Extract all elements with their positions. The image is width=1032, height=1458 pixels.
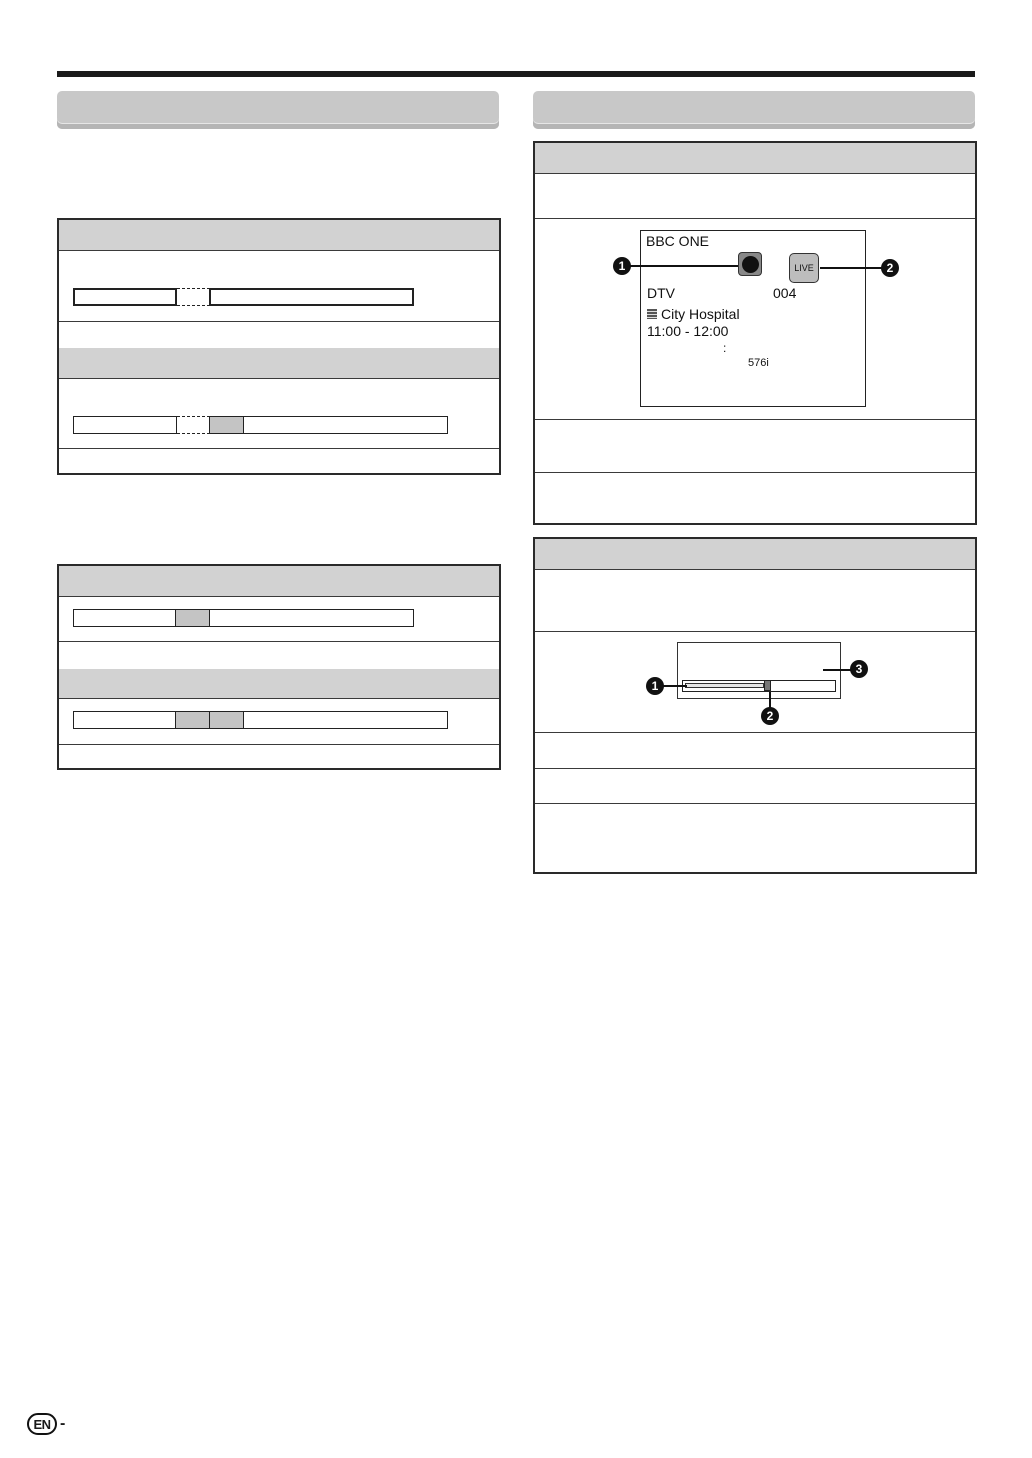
live-indicator-badge xyxy=(789,253,819,283)
callout-3-badge: 3 xyxy=(850,660,868,678)
colon-mark: : xyxy=(723,341,727,355)
table-row xyxy=(535,569,975,632)
callout-1-badge: 1 xyxy=(646,677,664,695)
left-section-heading-bar xyxy=(57,91,499,129)
timeline-gap-dashed xyxy=(177,288,210,306)
source-label: DTV xyxy=(647,285,675,301)
playback-progress-fill xyxy=(685,683,764,688)
timeline-segment xyxy=(73,288,177,306)
timeline-segment xyxy=(73,609,177,627)
callout-2-leader xyxy=(769,692,771,708)
callout-2-badge: 2 xyxy=(881,259,899,277)
left-table-2 xyxy=(57,564,501,770)
table-row-diagram xyxy=(59,378,499,449)
right-table-2 xyxy=(533,537,977,874)
table-row-header xyxy=(59,220,499,251)
program-time: 11:00 - 12:00 xyxy=(647,323,729,339)
live-label: LIVE xyxy=(794,263,814,273)
record-indicator-icon xyxy=(738,252,762,276)
program-title: City Hospital xyxy=(661,306,740,322)
page-number-dash: - xyxy=(60,1415,66,1432)
table-row xyxy=(535,419,975,473)
program-guide-icon xyxy=(647,309,657,319)
timeline-segment-highlighted xyxy=(175,711,210,729)
table-row xyxy=(535,768,975,804)
language-badge xyxy=(27,1413,57,1435)
timeline-segment-highlighted xyxy=(209,416,244,434)
channel-name: BBC ONE xyxy=(646,233,710,249)
table-row xyxy=(535,173,975,219)
right-table-1 xyxy=(533,141,977,525)
timeline-gap-dashed xyxy=(177,416,210,434)
callout-2-leader xyxy=(820,267,882,269)
table-row xyxy=(59,744,499,770)
callout-3-leader xyxy=(823,669,851,671)
table-row-diagram xyxy=(59,250,499,322)
timeline-segment xyxy=(209,609,414,627)
callout-1-badge: 1 xyxy=(613,257,631,275)
timeline-segment-highlighted xyxy=(209,711,244,729)
playback-status-window xyxy=(677,642,841,699)
callout-2-badge: 2 xyxy=(761,707,779,725)
table-row-diagram xyxy=(535,218,975,420)
table-row-header xyxy=(535,143,975,174)
resolution-label: 576i xyxy=(748,357,769,369)
timeline-segment-highlighted xyxy=(175,609,210,627)
table-row xyxy=(535,472,975,525)
table-row xyxy=(535,732,975,769)
table-row xyxy=(59,641,499,670)
table-row xyxy=(535,803,975,874)
table-row-header xyxy=(59,669,499,699)
table-row-diagram xyxy=(59,698,499,745)
timeline-segment xyxy=(243,711,448,729)
table-row-diagram xyxy=(535,631,975,733)
timeline-segment xyxy=(243,416,448,434)
table-row xyxy=(59,448,499,475)
table-row-header xyxy=(59,348,499,379)
table-row-header xyxy=(535,539,975,570)
timeline-segment xyxy=(209,288,414,306)
table-row xyxy=(59,321,499,349)
channel-info-screen xyxy=(640,230,866,407)
callout-1-leader xyxy=(663,685,687,687)
channel-number: 004 xyxy=(773,285,797,301)
table-row-diagram xyxy=(59,596,499,642)
callout-1-leader xyxy=(628,265,738,267)
language-code: EN xyxy=(33,1416,51,1432)
playback-progress-bar xyxy=(682,680,836,692)
timeline-segment xyxy=(73,711,177,729)
timeline-segment xyxy=(73,416,177,434)
right-section-heading-bar xyxy=(533,91,975,129)
table-row-header xyxy=(59,566,499,597)
playback-position-marker xyxy=(764,680,771,691)
left-table-1 xyxy=(57,218,501,475)
top-rule xyxy=(57,71,975,77)
